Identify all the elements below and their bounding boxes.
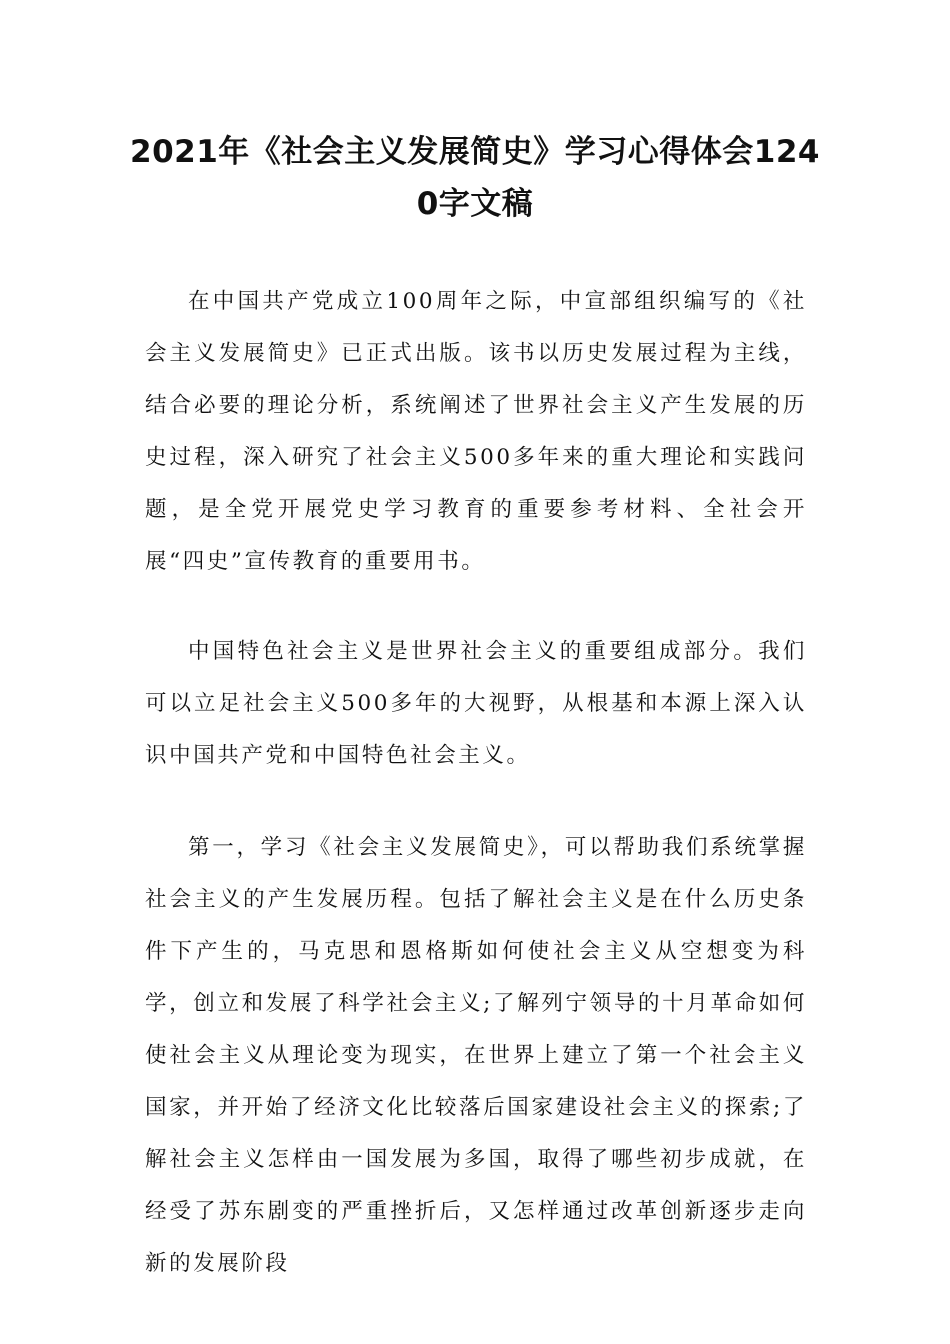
paragraph-intro: 在中国共产党成立100周年之际，中宣部组织编写的《社会主义发展简史》已正式出版。该书以历史发展过程为主线，结合必要的理论分析，系统阐述了世界社会主义产生发展的历史过程，深入研究了社会主义500多年来的重大理论和实践问题，是全党开展党史学习教育的重要参考材料、全社会开展“四史”宣传教育的重要用书。 bbox=[145, 289, 807, 574]
paragraph-socialism-context: 中国特色社会主义是世界社会主义的重要组成部分。我们可以立足社会主义500多年的大视野，从根基和本源上深入认识中国共产党和中国特色社会主义。 bbox=[145, 639, 807, 768]
document-title: 2021年《社会主义发展简史》学习心得体会1240字文稿 bbox=[130, 134, 820, 222]
paragraph-first-point: 第一，学习《社会主义发展简史》，可以帮助我们系统掌握社会主义的产生发展历程。包括了解社会主义是在什么历史条件下产生的，马克思和恩格斯如何使社会主义从空想变为科学，创立和发展了科学社会主义;了解列宁领导的十月革命如何使社会主义从理论变为现实，在世界上建立了第一个社会主义国家，并开始了经济文化比较落后国家建设社会主义的探索;了解社会主义怎样由一国发展为多国，取得了哪些初步成就，在经受了苏东剧变的严重挫折后，又怎样通过改革创新逐步走向新的发展阶段 bbox=[145, 835, 807, 1276]
